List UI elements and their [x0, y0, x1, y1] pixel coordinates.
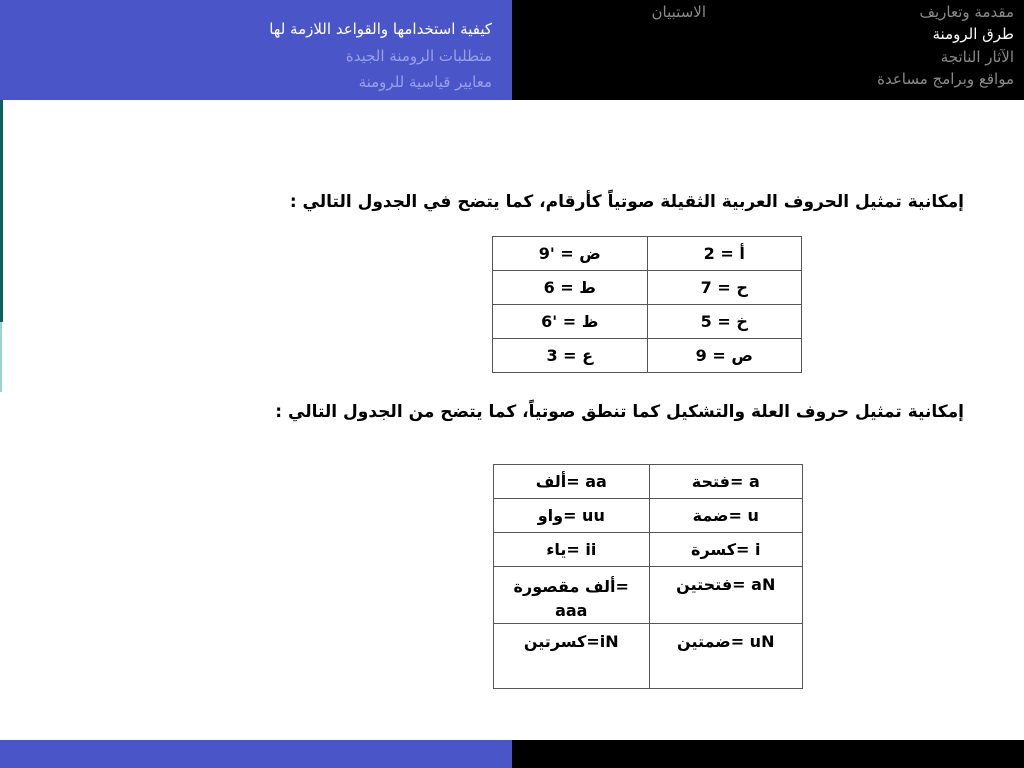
table-cell: ع = 3 — [493, 339, 648, 373]
table-cell: ض = '9 — [493, 237, 648, 271]
footer-left-bar — [0, 740, 512, 768]
intro-text-vowels: إمكانية تمثيل حروف العلة والتشكيل كما تنطق صوتياً، كما يتضح من الجدول التالي : — [275, 402, 964, 422]
table-cell: خ = 5 — [647, 305, 802, 339]
table-row — [494, 624, 803, 689]
table-row — [493, 339, 802, 373]
footer-right-bar — [512, 740, 1024, 768]
table-cell: أ = 2 — [647, 237, 802, 271]
table-cell: ظ = '6 — [493, 305, 648, 339]
table-cell: aa =ألف — [494, 465, 650, 499]
vowels-table — [493, 464, 803, 689]
nav-link-romanization-methods[interactable]: طرق الرومنة — [932, 25, 1014, 43]
table-row — [493, 305, 802, 339]
table-cell: iN=كسرتين — [494, 624, 650, 689]
table-row — [494, 533, 803, 567]
table-cell: ط = 6 — [493, 271, 648, 305]
table-cell: ح = 7 — [647, 271, 802, 305]
table-row — [494, 499, 803, 533]
nav-link-standards[interactable]: معايير قياسية للرومنة — [358, 73, 492, 91]
table-row — [493, 271, 802, 305]
table-row — [494, 567, 803, 624]
table-cell: uN =ضمتين — [649, 624, 802, 689]
table-row — [493, 237, 802, 271]
table-cell: ص = 9 — [647, 339, 802, 373]
table-cell: ii =ياء — [494, 533, 650, 567]
nav-link-usage-rules[interactable]: كيفية استخدامها والقواعد اللازمة لها — [269, 20, 492, 38]
table-cell: aN =فتحتين — [649, 567, 802, 624]
nav-link-helpful-sites[interactable]: مواقع وبرامج مساعدة — [877, 70, 1014, 88]
left-accent-strip-light — [0, 322, 2, 392]
left-accent-strip — [0, 100, 3, 322]
nav-link-good-romanization[interactable]: متطلبات الرومنة الجيدة — [345, 47, 492, 65]
nav-link-intro[interactable]: مقدمة وتعاريف — [919, 3, 1014, 21]
table-cell: i =كسرة — [649, 533, 802, 567]
table-cell: uu =واو — [494, 499, 650, 533]
intro-text-heavy-letters: إمكانية تمثيل الحروف العربية الثقيلة صوتياً كأرقام، كما يتضح في الجدول التالي : — [289, 192, 964, 212]
table-cell: a =فتحة — [649, 465, 802, 499]
heavy-letters-table — [492, 236, 802, 373]
nav-link-effects[interactable]: الآثار الناتجة — [940, 48, 1014, 66]
table-row — [494, 465, 803, 499]
table-cell: u =ضمة — [649, 499, 802, 533]
table-cell: =ألف مقصورة aaa — [494, 567, 650, 624]
nav-link-survey[interactable]: الاستبيان — [651, 3, 706, 21]
